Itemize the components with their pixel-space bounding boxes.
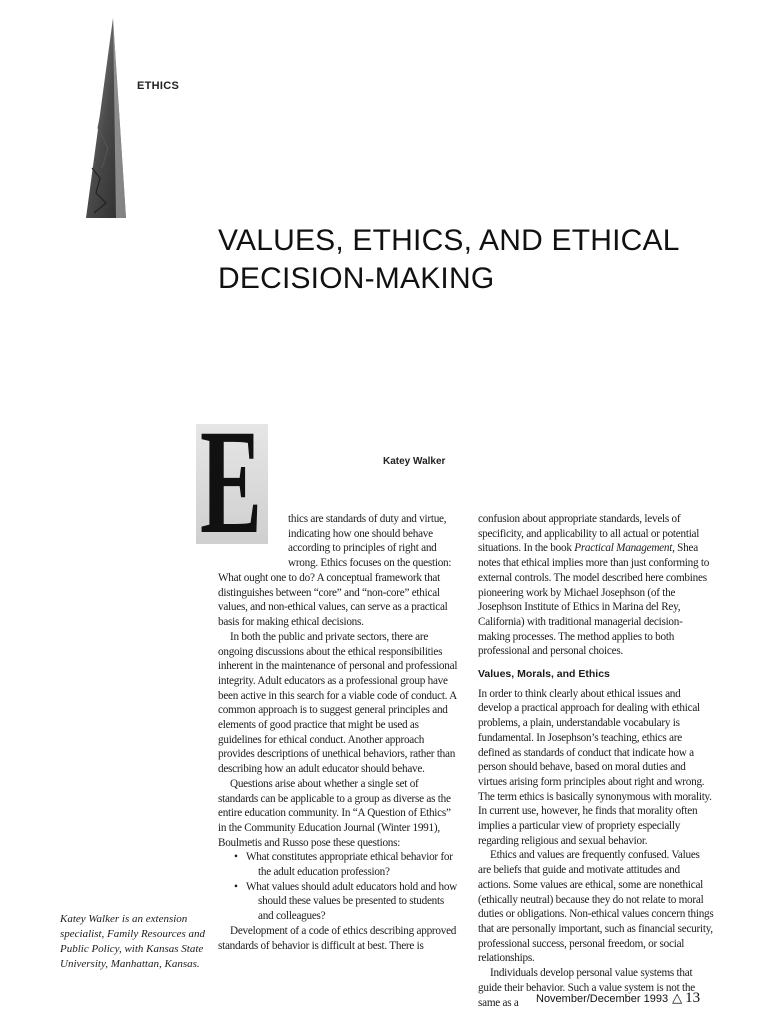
question-item: • What constitutes appropriate ethical behavior for the adult education profession? xyxy=(246,850,458,879)
page-number: 13 xyxy=(685,990,701,1006)
issue-date: November/December 1993 xyxy=(536,993,669,1005)
triangle-icon: △ xyxy=(672,990,683,1005)
question-item: • What values should adult educators hold and how should these values be presented to students and colleagues? xyxy=(246,880,458,924)
section-label: ETHICS xyxy=(137,80,180,92)
opening-paragraph-continued: What ought one to do? A conceptual framework that distinguishes between “core” and “non-core” ethical values, and non-ethical values, can serve as a practical basis for making ethical decisions. xyxy=(218,572,448,629)
book-title: Practical Management, xyxy=(574,542,675,555)
column-2 xyxy=(478,512,714,1010)
article-title: VALUES, ETHICS, AND ETHICAL DECISION-MAKING xyxy=(218,224,679,295)
paragraph: In both the public and private sectors, there are ongoing discussions about the ethical responsibilities inherent in the maintenance of personal and professional integrity. Adult educators as a professional group have been active in this search for a viable code of conduct. A common approach is to suggest general principles and elements of good practice that might be used as guidelines for ethical conduct. Another approach provides descriptions of unethical behaviors, rather than describing how an adult educator should behave. xyxy=(218,630,458,776)
spire-graphic xyxy=(86,18,126,218)
paragraph: Ethics and values are frequently confused. Values are beliefs that guide and motivate attitudes and actions. Some values are ethical, some are nonethical (ethically neutral) because they do not relate to moral duties or obligations. Non-ethical values concern things that are personally important, such as financial security, professional success, personal freedom, or social relationships. xyxy=(478,849,714,965)
drop-cap: E xyxy=(200,399,263,565)
paragraph: confusion about appropriate standards, levels of specificity, and applicability to all actual or potential situations. In the book Practical Management, Shea notes that ethical implies more than just conforming to external controls. The model described here combines pioneering work by Michael Josephson (of the Josephson Institute of Ethics in Marina del Rey, California) with traditional managerial decision-making processes. The method applies to both professional and personal choices. xyxy=(478,513,710,658)
author-bio: Katey Walker is an extension specialist, Family Resources and Public Policy, with Kansas State University, Manhattan, Kansas. xyxy=(60,913,206,970)
paragraph: Development of a code of ethics describing approved standards of behavior is difficult at best. There is xyxy=(218,924,457,952)
column-1-opening xyxy=(288,512,454,571)
question-list xyxy=(218,850,458,924)
section-subhead: Values, Morals, and Ethics xyxy=(478,668,610,681)
paragraph: Individuals develop personal value systems that guide their behavior. Such a value system is not the same as a xyxy=(478,967,695,1009)
column-1 xyxy=(218,571,458,953)
author-byline: Katey Walker xyxy=(383,456,446,467)
page-footer xyxy=(536,990,700,1007)
paragraph: In order to think clearly about ethical issues and develop a practical approach for dealing with ethical problems, a plain, understandable vocabulary is fundamental. In Josephson’s teaching, ethics are defined as standards of conduct that indicate how a person should behave, based on moral duties and virtues arising form principles about right and wrong. The term ethics is basically synonymous with morality. In current use, however, he finds that morality often implies a particular view of propriety especially regarding religious and sexual behavior. xyxy=(478,687,712,847)
opening-paragraph: thics are standards of duty and virtue, indicating how one should behave according to principles of right and wrong. Ethics focuses on the question: xyxy=(288,513,452,570)
paragraph: Questions arise about whether a single set of standards can be applicable to a group as diverse as the entire education community. In “A Question of Ethics” in the Community Education Journal (Winter 1991), Boulmetis and Russo pose these questions: xyxy=(218,777,451,849)
